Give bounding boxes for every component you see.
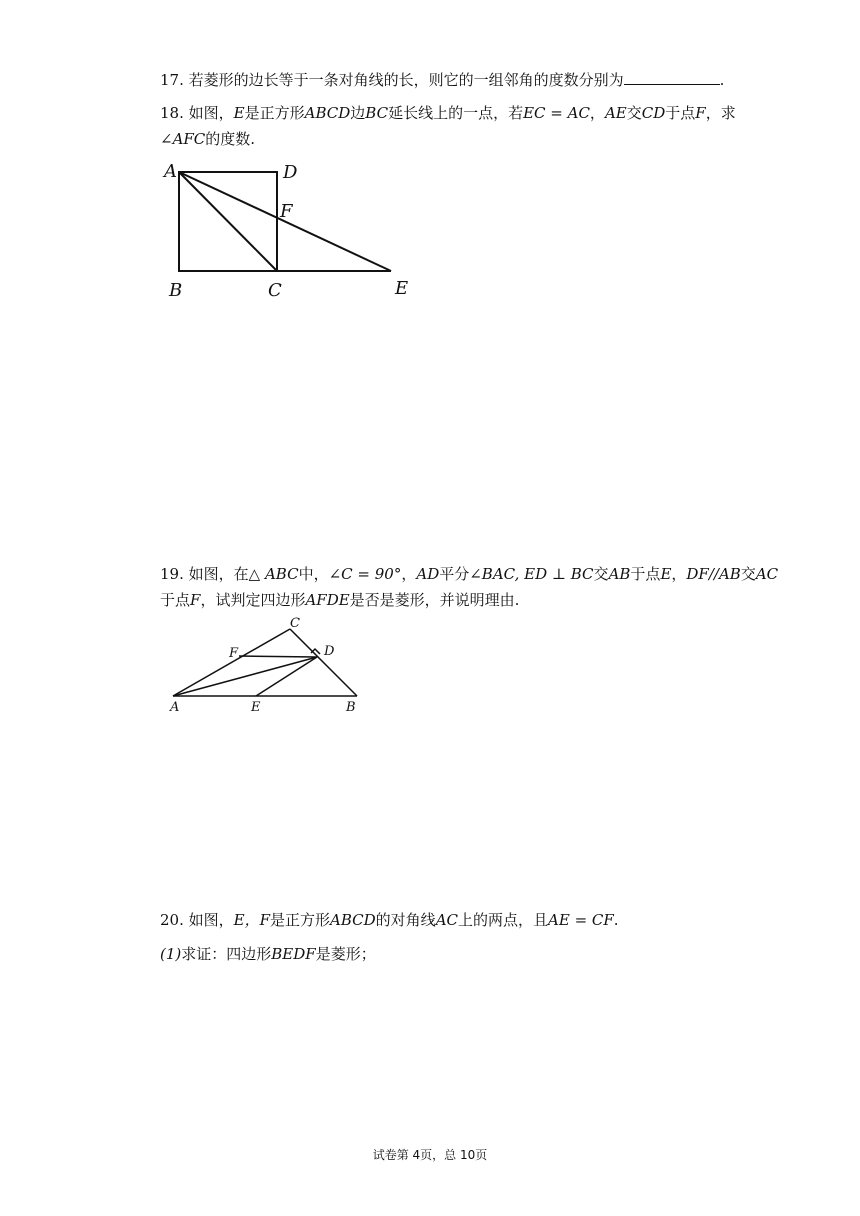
q20-text: 是菱形；	[315, 945, 376, 963]
q18-number: 18.	[160, 104, 184, 122]
q18-text: 如图，	[188, 104, 234, 122]
label-a: A	[164, 161, 177, 182]
q20-sub-number: (1)	[160, 945, 182, 963]
q19-math: AD	[416, 565, 440, 583]
label-d: D	[283, 162, 298, 183]
q19-text: 交	[740, 565, 756, 583]
q19-math: △ ABC	[248, 565, 299, 583]
q19-text: 平分	[439, 565, 470, 583]
question-20-sub-1	[160, 944, 376, 964]
q20-text: 是正方形	[270, 911, 331, 929]
q19-math: E	[660, 565, 672, 583]
q19-math: AC	[755, 565, 779, 583]
q19-number: 19.	[160, 565, 184, 583]
label-b: B	[169, 280, 183, 301]
segment-cb	[290, 629, 357, 696]
right-angle-mark	[311, 649, 320, 654]
segment-ad	[173, 657, 317, 696]
q18-math: ABCD	[304, 104, 351, 122]
q18-math: CD	[641, 104, 666, 122]
page-footer: 试卷第 4页，总 10页	[372, 1148, 488, 1162]
q19-math: ∠C = 90°	[328, 565, 402, 583]
q17-number: 17.	[160, 71, 184, 89]
label-d: D	[324, 644, 335, 659]
q18-text: 是正方形	[244, 104, 305, 122]
q19-math: ∠BAC, ED ⊥ BC	[469, 565, 594, 583]
label-c: C	[290, 616, 300, 631]
q19-math: AB	[608, 565, 631, 583]
label-e: E	[395, 278, 409, 299]
label-b: B	[346, 700, 356, 715]
q19-math: AFDE	[305, 591, 350, 609]
q18-math: EC = AC	[523, 104, 590, 122]
q18-math: ∠AFC	[160, 130, 206, 148]
q18-text: 的度数.	[205, 130, 256, 148]
q20-number: 20.	[160, 911, 184, 929]
q20-math: AE = CF	[548, 911, 614, 929]
segment-fd	[239, 656, 317, 657]
q20-text: 的对角线	[375, 911, 436, 929]
q19-text: ，	[401, 565, 417, 583]
label-e: E	[251, 700, 261, 715]
q17-text: 若菱形的边长等于一条对角线的长，则它的一组邻角的度数分别为	[188, 71, 624, 89]
segment-ed	[256, 657, 317, 696]
q18-math: BC	[365, 104, 389, 122]
q18-text: ，	[589, 104, 605, 122]
q19-text: 中，	[298, 565, 329, 583]
label-f: F	[280, 201, 293, 222]
label-f: F	[229, 646, 239, 661]
q20-text: 求证：四边形	[181, 945, 272, 963]
q19-math: F	[190, 591, 201, 609]
q19-text: 是否是菱形，并说明理由.	[349, 591, 520, 609]
q19-text: 如图，在	[188, 565, 249, 583]
q19-math: DF//AB	[686, 565, 741, 583]
q18-math: E	[233, 104, 245, 122]
q19-text: 交	[593, 565, 609, 583]
q18-text: ，求	[705, 104, 736, 122]
q18-math: F	[695, 104, 706, 122]
q19-text: ，	[671, 565, 687, 583]
q20-math: AC	[435, 911, 458, 929]
q20-text: .	[613, 911, 619, 929]
q20-math: E，F	[233, 911, 271, 929]
q18-text: 于点	[665, 104, 696, 122]
question-20-line-1	[160, 910, 619, 930]
q18-text: 延长线上的一点，若	[388, 104, 524, 122]
label-a: A	[170, 700, 180, 715]
q20-math: ABCD	[330, 911, 376, 929]
q20-math: BEDF	[271, 945, 316, 963]
q17-period: .	[719, 71, 725, 89]
label-c: C	[268, 280, 282, 301]
q20-text: 如图，	[188, 911, 234, 929]
q18-math: AE	[604, 104, 627, 122]
q20-text: 上的两点，且	[458, 911, 549, 929]
q19-text: 于点	[160, 591, 191, 609]
q19-text: 于点	[630, 565, 661, 583]
q18-text: 边	[350, 104, 366, 122]
q19-text: ，试判定四边形	[200, 591, 306, 609]
q18-text: 交	[626, 104, 642, 122]
